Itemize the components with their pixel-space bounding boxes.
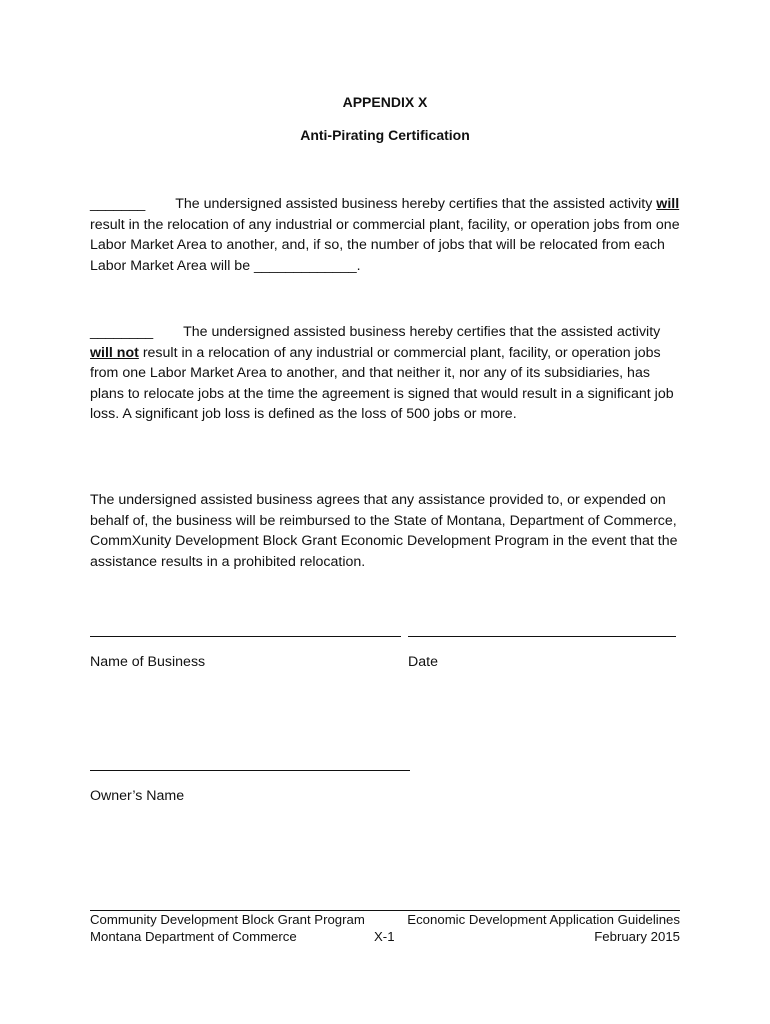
certification-will-emphasis: will xyxy=(656,196,680,212)
owner-name-signature-line[interactable] xyxy=(90,770,410,771)
footer-divider xyxy=(90,910,680,911)
footer-department: Montana Department of Commerce xyxy=(90,929,297,944)
page-title: Anti-Pirating Certification xyxy=(300,127,470,143)
certification-will-not-emphasis: will not xyxy=(90,344,139,361)
footer-page-number: X-1 xyxy=(374,929,395,944)
certification-will-blank[interactable]: _______ xyxy=(90,196,146,212)
certification-will-not-text-after: result in a relocation of any industrial or commercial plant, facility, or operation jobs from one Labor Market Area to another, and that neither it, nor any of its subsidiaries, has plans to relocate jobs at the time the agreement is signed that would result in a significant job loss. A significant job loss is defined as the loss of 500 jobs or more. xyxy=(90,344,674,422)
appendix-heading: APPENDIX X xyxy=(342,94,428,110)
footer-guidelines: Economic Development Application Guidelines xyxy=(407,912,680,927)
business-name-signature-line[interactable] xyxy=(90,636,401,637)
owner-name-label: Owner’s Name xyxy=(90,788,185,804)
footer-program: Community Development Block Grant Program xyxy=(90,912,365,927)
footer-date: February 2015 xyxy=(594,929,680,944)
certification-will-not-paragraph xyxy=(90,322,680,425)
reimbursement-agreement-paragraph: The undersigned assisted business agrees that any assistance provided to, or expended on behalf of, the business will be reimbursed to the State of Montana, Department of Commerce, CommXunity Development Block Grant Economic Development Program in the event that the assistance results in a prohibited relocation. xyxy=(90,492,678,570)
business-name-label: Name of Business xyxy=(90,654,206,670)
certification-will-text-before: The undersigned assisted business hereby certifies that the assisted activity xyxy=(175,196,657,212)
certification-will-not-blank[interactable]: ________ xyxy=(90,324,154,340)
date-signature-line[interactable] xyxy=(408,636,676,637)
certification-will-text-after: result in the relocation of any industrial or commercial plant, facility, or operation jobs from one Labor Market Area to another, and, if so, the number of jobs that will be relocated from each Labor Market Area will be _____________. xyxy=(90,216,680,274)
date-label: Date xyxy=(408,654,438,670)
certification-will-paragraph xyxy=(90,194,680,276)
certification-will-not-text-before: The undersigned assisted business hereby certifies that the assisted activity xyxy=(183,324,661,340)
